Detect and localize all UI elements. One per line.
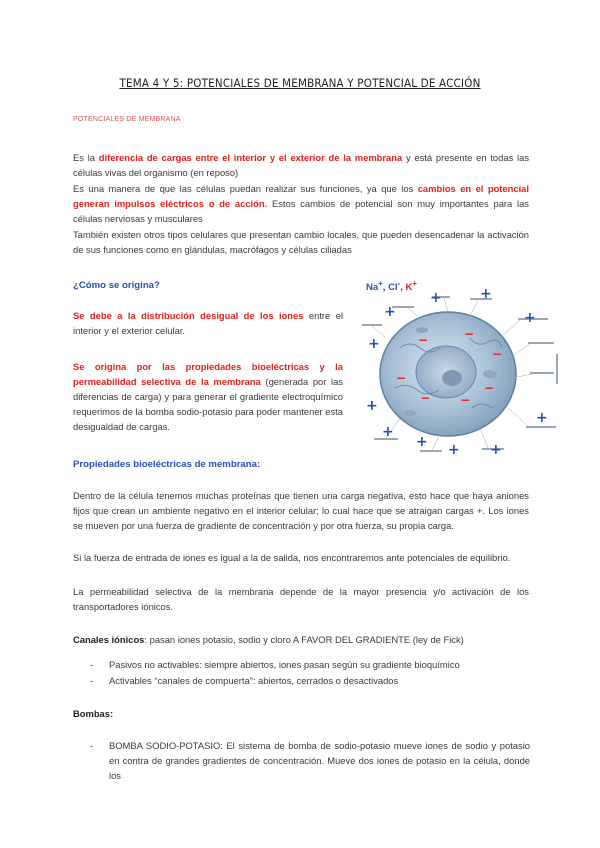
origin-paragraph-2: Se origina por las propiedades bioeléctricas y la permeabilidad selectiva de la membrana (generada por las diferencias de carga) y para generar el gradiente electroquímico requerimos de la bomba sodio-potasio para poder mantener esta desigualdad de cargas. <box>73 361 343 432</box>
negative-charge-mark: − <box>418 333 429 347</box>
intro-paragraph-2: Es una manera de que las células puedan realizar sus funciones, ya que los cambios en el potencial generan impulsos eléctricos o de acción. Estos cambios de potencial son muy importantes para las células nerviosas y musculares <box>73 183 530 224</box>
highlight-red: diferencia de cargas entre el interior y el exterior de la membrana <box>98 152 403 163</box>
bioelectric-paragraph-3: La permeabilidad selectiva de la membrana depende de la mayor presencia y/o activación de los transportadores iónicos. <box>73 586 529 612</box>
page-title: TEMA 4 Y 5: POTENCIALES DE MEMBRANA Y POTENCIAL DE ACCIÓN <box>119 76 481 90</box>
negative-charge-mark: − <box>396 371 407 385</box>
positive-charge-mark: + <box>366 398 378 414</box>
negative-charge-mark: − <box>464 327 475 341</box>
negative-charge-mark: − <box>484 381 495 395</box>
positive-charge-mark: + <box>448 442 460 458</box>
bioelectric-paragraph-2: Si la fuerza de entrada de iones es igual a la de salida, nos encontraremos ante potenciales de equilibrio. <box>73 552 511 563</box>
origin-heading: ¿Cómo se origina? <box>73 280 160 291</box>
positive-charge-mark: + <box>368 336 380 352</box>
intro-paragraph-1: Es la diferencia de cargas entre el interior y el exterior de la membrana y está presente en todas las células vivas del organismo (en reposo) <box>73 152 530 178</box>
positive-charge-mark: + <box>524 310 536 326</box>
intro-paragraph-3: También existen otros tipos celulares que presentan cambio locales, que pueden desencadenar la activación de sus funciones como en glándulas, macrófagos y células ciliadas <box>73 229 529 255</box>
positive-charge-mark: + <box>382 424 394 440</box>
origin-paragraph-1: Se debe a la distribución desigual de los iones entre el interior y el exterior celular. <box>73 310 343 336</box>
positive-charge-mark: + <box>430 290 442 306</box>
pumps-heading: Bombas: <box>73 708 114 719</box>
cell-diagram <box>360 278 580 460</box>
channels-paragraph: Canales iónicos: pasan iones potasio, sodio y cloro A FAVOR DEL GRADIENTE (ley de Fick) <box>73 634 464 645</box>
negative-charge-mark: − <box>460 393 471 407</box>
bioelectric-paragraph-1: Dentro de la célula tenemos muchas proteínas que tienen una carga negativa, esto hace que haya aniones fijos que crean un ambiente negativo en el interior celular; lo cual hace que se atraigan cargas +. Los iones se mueven por una fuerza de gradiente de concentración y por otra fuerza, su propia carga. <box>73 490 529 531</box>
highlight-red: cambios en el potencial generan impulsos eléctricos o de acción. <box>73 183 530 209</box>
bioelectric-heading: Propiedades bioeléctricas de membrana: <box>73 459 261 470</box>
section-subtitle: POTENCIALES DE MEMBRANA <box>73 116 181 123</box>
positive-charge-mark: + <box>536 410 548 426</box>
document-page: TEMA 4 Y 5: POTENCIALES DE MEMBRANA Y POTENCIAL DE ACCIÓN POTENCIALES DE MEMBRANA Es la diferencia de cargas entre el interior y el exterior de la membrana y está presente en todas las células vivas del organismo (en reposo) Es una manera de que las células puedan realizar sus funciones, ya que los cambios en el potencial generan impulsos eléctricos o de acción. Estos cambios de potencial son muy importantes para las células nerviosas y musculares También existen otros tipos celulares que presentan cambio locales, que pueden desencadenar la activación de sus funciones como en glándulas, macrófagos y células ciliadas ¿Cómo se origina? Se debe a la distribución desigual de los iones entre el interior y el exterior celular. Se origina por las propiedades bioeléctricas y la permeabilidad selectiva de la membrana (generada por las diferencias de carga) y para generar el gradiente electroquímico requerimos de la bomba sodio-potasio para poder mantener esta desigualdad de cargas. Na+, Cl-, K+ + + + + + + + + + + + − − − − − − − Propiedades bioeléctricas de membrana: Dentro de la célula tenemos muchas proteínas que tienen una carga negativa, esto hace que haya aniones fijos que crean un ambiente negativo en el interior celular; lo cual hace que se atraigan cargas +. Los iones se mueven por una fuerza de gradiente de concentración y por otra fuerza, su propia carga. Si la fuerza de entrada de iones es igual a la de salida, nos encontraremos ante potenciales de equilibrio. La permeabilidad selectiva de la membrana depende de la mayor presencia y/o activación de los transportadores iónicos. Canales iónicos: pasan iones potasio, sodio y cloro A FAVOR DEL GRADIENTE (ley de Fick) - Pasivos no activables: siempre abiertos, iones pasan según su gradiente bioquímico - Activables “canales de compuerta”: abiertos, cerrados o desactivados Bombas: - BOMBA SODIO-POTASIO: El sistema de bomba de sodio-potasio mueve iones de sodio y potasio en contra de grandes gradientes de concentración. Mueve dos iones de potasio en la célula, donde los <box>0 0 600 848</box>
positive-charge-mark: + <box>416 434 428 450</box>
ion-label: Na+, Cl-, K+ <box>366 279 417 294</box>
negative-charge-mark: − <box>420 391 431 405</box>
negative-charge-mark: − <box>492 347 503 361</box>
positive-charge-mark: + <box>490 442 502 458</box>
positive-charge-mark: + <box>480 286 492 302</box>
positive-charge-mark: + <box>384 304 396 320</box>
